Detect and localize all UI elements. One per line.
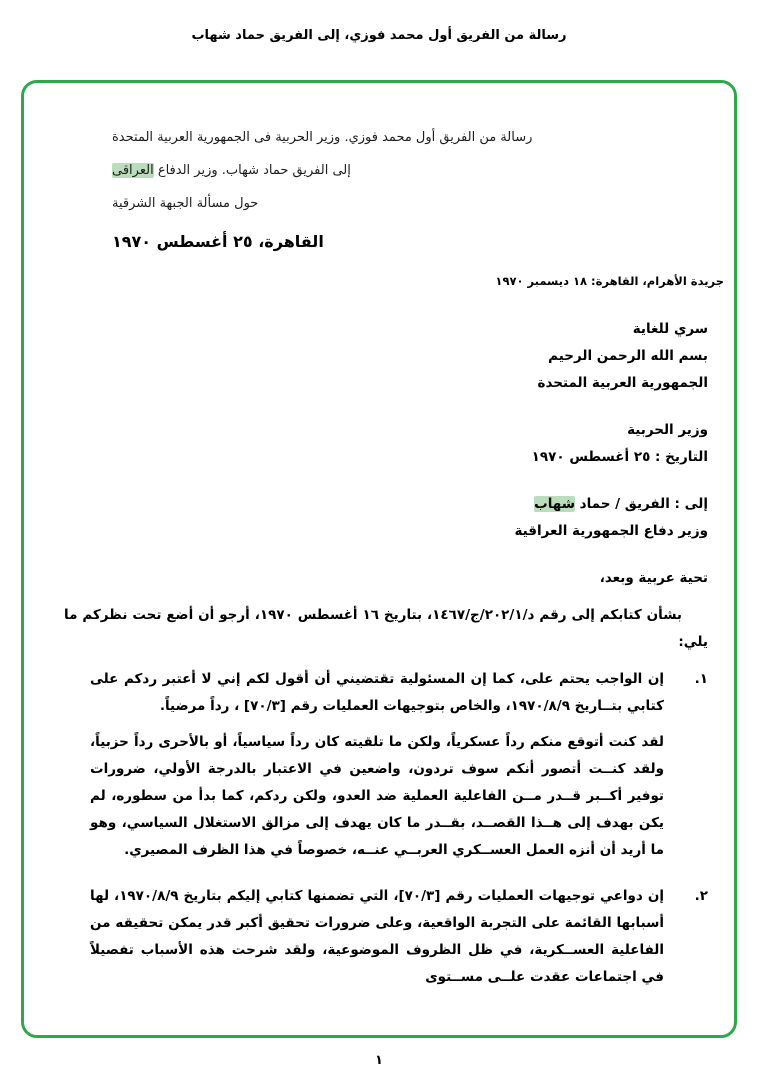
heading-line-2-text: إلى الفريق حماد شهاب. وزير الدفاع bbox=[153, 163, 351, 178]
classification-label: سري للغاية bbox=[632, 321, 708, 337]
letter-frame bbox=[21, 80, 737, 1038]
intro-paragraph: بشأن كتابكم إلى رقم د/٢٠٢/١/ج/١٤٦٧، بتاريخ ١٦ أغسطس ١٩٧٠، أرجو أن أضع تحت نظركم ما يلي: bbox=[64, 607, 708, 650]
item-body bbox=[90, 883, 664, 1000]
recipient-line bbox=[84, 491, 708, 518]
item-body bbox=[90, 666, 664, 873]
item-paragraph: لقد كنت أتوقع منكم رداً عسكرياً، ولكن ما تلقيته كان رداً سياسياً، أو بالأحرى رداً حزبياً، ولقد كنــت أتصور أنكم سوف تردون، واضعين في الاعتبار بالدرجة الأولي، ضرورات توفير أكــبر قــدر مــن الفاعلية العملية ضد العدو، ولكن ردكم، كما بدأ من سطوره، لم يكن بهدف إلى هــذا القصــد، بقــدر ما كان يهدف إلى مزالق الاستغلال السياسي، وهو ما أريد أن أنزه العمل العســكري العربــي عنــه، خصوصاً في هذا الظرف المصيري. bbox=[90, 734, 664, 858]
page-number: ١ bbox=[375, 1053, 383, 1068]
numbered-item-1 bbox=[90, 666, 708, 873]
greeting-line: تحية عربية وبعد، bbox=[599, 570, 708, 586]
recipient-block bbox=[84, 491, 708, 545]
sender-block bbox=[84, 417, 708, 471]
heading-line-2-highlight: العراقى bbox=[112, 163, 154, 178]
classification-block bbox=[84, 316, 708, 397]
item-paragraph: إن الواجب يحتم على، كما إن المسئولية تقتضيني أن أقول لكم إني لا أعتبر ردكم على كتابي بتــاريخ ١٩٧٠/٨/٩، والخاص بتوجيهات العمليات رقم [٧٠/٣] ، رداً مرضياً. bbox=[90, 671, 664, 714]
source-citation: جريدة الأهرام، القاهرة: ١٨ ديسمبر ١٩٧٠ bbox=[495, 274, 724, 288]
heading-line-2 bbox=[112, 154, 710, 187]
letter-date: التاريخ : ٢٥ أغسطس ١٩٧٠ bbox=[531, 449, 708, 465]
document-header-title: رسالة من الفريق أول محمد فوزي، إلى الفريق حماد شهاب bbox=[191, 28, 567, 43]
heading-line-1: رسالة من الفريق أول محمد فوزي. وزير الحربية فى الجمهورية العربية المتحدة bbox=[112, 130, 533, 145]
letter-heading-block bbox=[48, 121, 710, 258]
recipient-title: وزير دفاع الجمهورية العراقية bbox=[514, 523, 708, 539]
heading-line-3: حول مسألة الجبهة الشرقية bbox=[112, 196, 259, 211]
heading-date: القاهرة، ٢٥ أغسطس ١٩٧٠ bbox=[112, 232, 324, 251]
republic-name: الجمهورية العربية المتحدة bbox=[537, 375, 708, 391]
item-number: ١. bbox=[694, 671, 708, 687]
recipient-line-text: إلى : الفريق / حماد bbox=[574, 496, 708, 512]
minister-title: وزير الحربية bbox=[627, 422, 708, 438]
numbered-item-2 bbox=[90, 883, 708, 1000]
item-number: ٢. bbox=[694, 888, 708, 904]
item-paragraph: إن دواعي توجيهات العمليات رقم [٧٠/٣]، التي تضمنها كتابي إليكم بتاريخ ١٩٧٠/٨/٩، لها أسبابها القائمة على التجربة الواقعية، وعلى ضرورات تحقيق أكبر قدر يمكن تحقيقه من الفاعلية العســكرية، في ظل الظروف الموضوعية، ولقد شرحت هذه الأسباب تفصيلاً في اجتماعات عقدت علــى مســتوى bbox=[90, 888, 664, 985]
recipient-name-highlight: شهاب bbox=[534, 496, 575, 512]
basmala-line: بسم الله الرحمن الرحيم bbox=[548, 348, 708, 364]
